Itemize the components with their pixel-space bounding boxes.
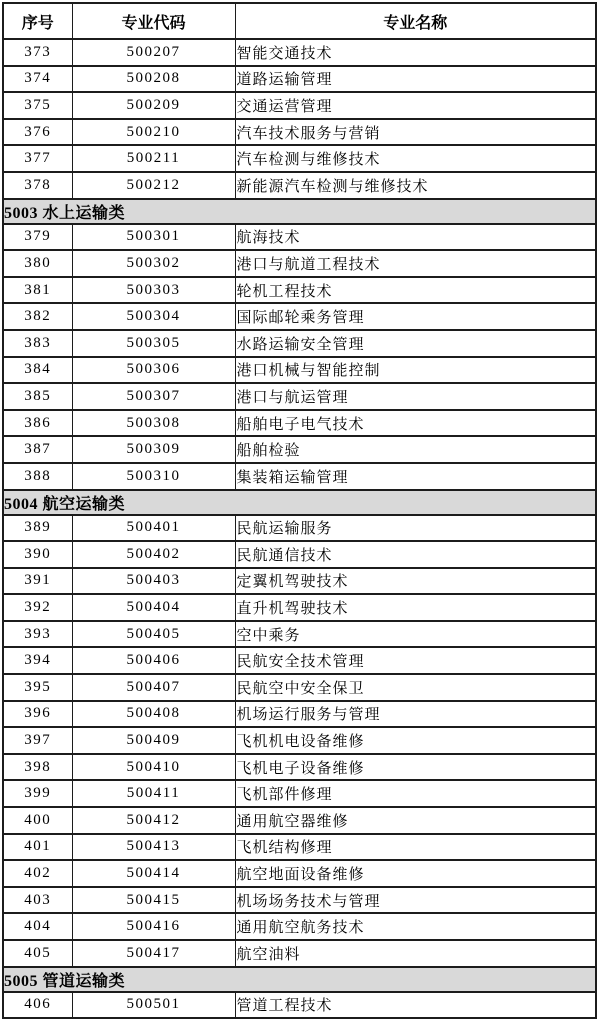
column-header-code: 专业代码 [72,3,235,39]
name-cell: 空中乘务 [235,621,596,648]
table-row [3,119,596,146]
code-cell: 500310 [72,463,235,490]
serial-cell: 375 [3,92,72,119]
serial-cell: 401 [3,834,72,861]
table-row [3,913,596,940]
table-row [3,701,596,728]
serial-cell: 396 [3,701,72,728]
table-row [3,436,596,463]
code-cell: 500308 [72,410,235,437]
table-row [3,780,596,807]
serial-cell: 379 [3,224,72,251]
serial-cell: 402 [3,860,72,887]
code-cell: 500209 [72,92,235,119]
name-cell: 飞机部件修理 [235,780,596,807]
code-cell: 500306 [72,357,235,384]
table-row [3,66,596,93]
code-cell: 500406 [72,647,235,674]
name-cell: 航空油料 [235,940,596,967]
code-cell: 500309 [72,436,235,463]
serial-cell: 387 [3,436,72,463]
serial-cell: 395 [3,674,72,701]
code-cell: 500212 [72,172,235,199]
table-row [3,807,596,834]
name-cell: 管道工程技术 [235,992,596,1019]
section-label: 5005 管道运输类 [3,967,596,992]
serial-cell: 394 [3,647,72,674]
code-cell: 500410 [72,754,235,781]
table-row [3,860,596,887]
name-cell: 通用航空器维修 [235,807,596,834]
name-cell: 船舶电子电气技术 [235,410,596,437]
section-row [3,490,596,515]
table-row [3,940,596,967]
serial-cell: 380 [3,250,72,277]
code-cell: 500405 [72,621,235,648]
serial-cell: 377 [3,145,72,172]
code-cell: 500211 [72,145,235,172]
table-row [3,594,596,621]
name-cell: 港口与航运管理 [235,383,596,410]
code-cell: 500302 [72,250,235,277]
table-row [3,357,596,384]
serial-cell: 374 [3,66,72,93]
name-cell: 机场运行服务与管理 [235,701,596,728]
serial-cell: 400 [3,807,72,834]
table-row [3,303,596,330]
serial-cell: 390 [3,541,72,568]
serial-cell: 382 [3,303,72,330]
table-row [3,383,596,410]
serial-cell: 403 [3,887,72,914]
document-page [0,2,600,1015]
table-row [3,172,596,199]
name-cell: 定翼机驾驶技术 [235,568,596,595]
code-cell: 500409 [72,727,235,754]
table-row [3,674,596,701]
serial-cell: 406 [3,992,72,1019]
serial-cell: 399 [3,780,72,807]
name-cell: 飞机电子设备维修 [235,754,596,781]
table-row [3,330,596,357]
table-row [3,92,596,119]
name-cell: 航海技术 [235,224,596,251]
table-row [3,621,596,648]
serial-cell: 405 [3,940,72,967]
serial-cell: 397 [3,727,72,754]
serial-cell: 386 [3,410,72,437]
serial-cell: 389 [3,515,72,542]
name-cell: 飞机结构修理 [235,834,596,861]
code-cell: 500207 [72,39,235,66]
code-cell: 500416 [72,913,235,940]
name-cell: 民航安全技术管理 [235,647,596,674]
code-cell: 500415 [72,887,235,914]
code-cell: 500403 [72,568,235,595]
table-body [3,39,596,1018]
name-cell: 飞机机电设备维修 [235,727,596,754]
column-header-name: 专业名称 [235,3,596,39]
serial-cell: 383 [3,330,72,357]
table-row [3,463,596,490]
serial-cell: 373 [3,39,72,66]
serial-cell: 392 [3,594,72,621]
section-label: 5004 航空运输类 [3,490,596,515]
code-cell: 500401 [72,515,235,542]
table-row [3,515,596,542]
code-cell: 500402 [72,541,235,568]
section-label: 5003 水上运输类 [3,199,596,224]
majors-table [2,2,597,1019]
serial-cell: 385 [3,383,72,410]
code-cell: 500413 [72,834,235,861]
serial-cell: 393 [3,621,72,648]
name-cell: 直升机驾驶技术 [235,594,596,621]
code-cell: 500210 [72,119,235,146]
code-cell: 500414 [72,860,235,887]
name-cell: 港口机械与智能控制 [235,357,596,384]
table-row [3,754,596,781]
name-cell: 民航通信技术 [235,541,596,568]
table-row [3,39,596,66]
table-row [3,727,596,754]
name-cell: 汽车技术服务与营销 [235,119,596,146]
code-cell: 500305 [72,330,235,357]
serial-cell: 381 [3,277,72,304]
code-cell: 500417 [72,940,235,967]
table-row [3,410,596,437]
serial-cell: 378 [3,172,72,199]
code-cell: 500501 [72,992,235,1019]
serial-cell: 384 [3,357,72,384]
serial-cell: 391 [3,568,72,595]
code-cell: 500412 [72,807,235,834]
name-cell: 港口与航道工程技术 [235,250,596,277]
name-cell: 交通运营管理 [235,92,596,119]
code-cell: 500208 [72,66,235,93]
name-cell: 新能源汽车检测与维修技术 [235,172,596,199]
header-row [3,3,596,39]
name-cell: 民航空中安全保卫 [235,674,596,701]
code-cell: 500304 [72,303,235,330]
code-cell: 500408 [72,701,235,728]
table-row [3,224,596,251]
name-cell: 民航运输服务 [235,515,596,542]
serial-cell: 376 [3,119,72,146]
name-cell: 集装箱运输管理 [235,463,596,490]
code-cell: 500407 [72,674,235,701]
name-cell: 轮机工程技术 [235,277,596,304]
table-row [3,541,596,568]
code-cell: 500301 [72,224,235,251]
serial-cell: 398 [3,754,72,781]
code-cell: 500303 [72,277,235,304]
section-row [3,199,596,224]
table-row [3,250,596,277]
name-cell: 通用航空航务技术 [235,913,596,940]
name-cell: 国际邮轮乘务管理 [235,303,596,330]
section-row [3,967,596,992]
table-row [3,647,596,674]
name-cell: 智能交通技术 [235,39,596,66]
table-row [3,277,596,304]
name-cell: 船舶检验 [235,436,596,463]
table-row [3,145,596,172]
name-cell: 汽车检测与维修技术 [235,145,596,172]
name-cell: 水路运输安全管理 [235,330,596,357]
code-cell: 500411 [72,780,235,807]
table-row [3,887,596,914]
table-row [3,992,596,1019]
code-cell: 500307 [72,383,235,410]
serial-cell: 404 [3,913,72,940]
name-cell: 道路运输管理 [235,66,596,93]
table-row [3,834,596,861]
table-row [3,568,596,595]
code-cell: 500404 [72,594,235,621]
name-cell: 航空地面设备维修 [235,860,596,887]
serial-cell: 388 [3,463,72,490]
column-header-serial: 序号 [3,3,72,39]
name-cell: 机场场务技术与管理 [235,887,596,914]
